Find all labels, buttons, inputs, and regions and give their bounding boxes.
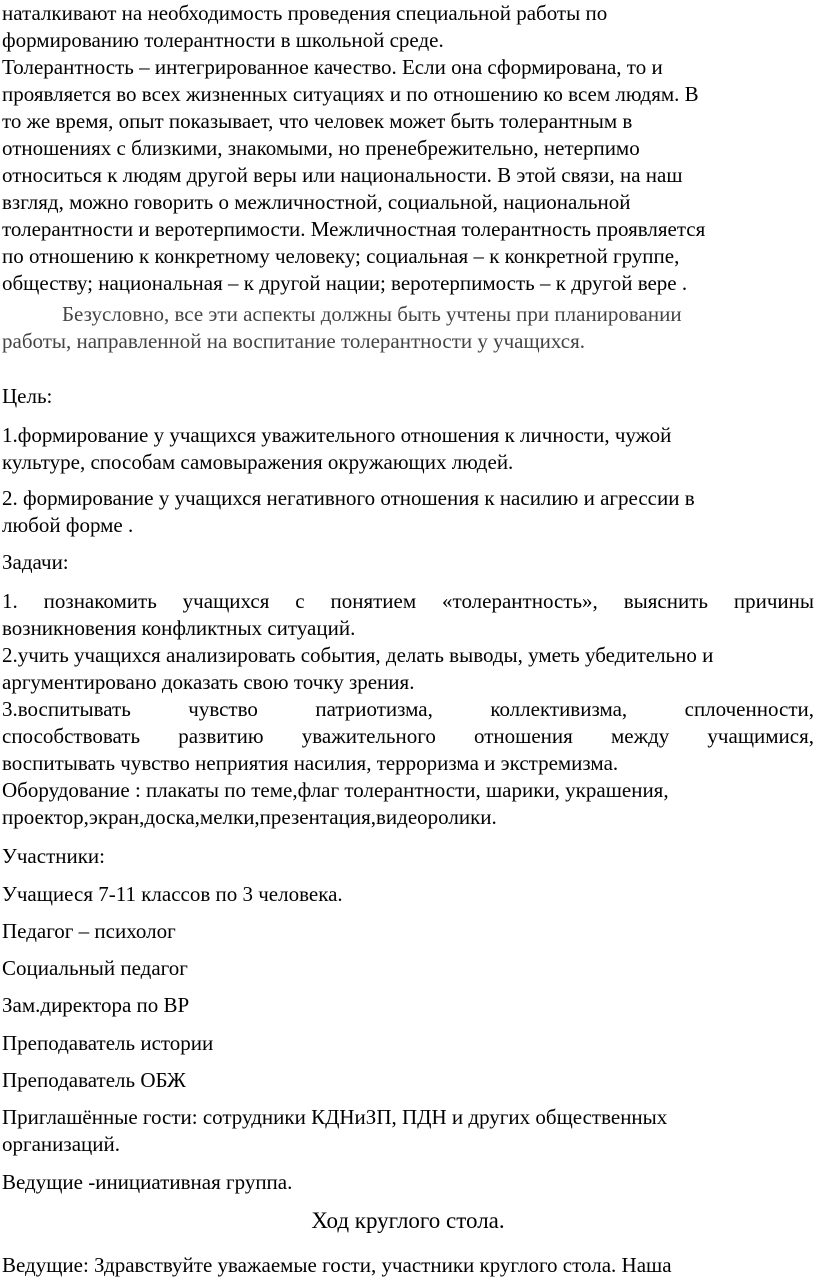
text-line: 1. познакомить учащихся с понятием «толерантность», выяснить причины bbox=[2, 589, 814, 613]
tasks-label: Задачи: bbox=[2, 550, 69, 574]
text-line: 2. формирование у учащихся негативного отношения к насилию и агрессии в bbox=[2, 486, 695, 510]
text-line: наталкивают на необходимость проведения специальной работы по bbox=[2, 1, 608, 25]
participant-item: Преподаватель ОБЖ bbox=[2, 1068, 186, 1092]
text-line: способствовать развитию уважительного отношения между учащимися, bbox=[2, 724, 814, 748]
task-item-2 bbox=[2, 642, 814, 696]
participant-item: Преподаватель истории bbox=[2, 1031, 214, 1055]
text-line: проявляется во всех жизненных ситуациях и по отношению ко всем людям. В bbox=[2, 82, 699, 106]
text-line: обществу; национальная – к другой нации; веротерпимость – к другой вере . bbox=[2, 271, 688, 295]
section-heading: Ход круглого стола. bbox=[311, 1208, 505, 1233]
text-line: воспитывать чувство неприятия насилия, терроризма и экстремизма. bbox=[2, 751, 619, 775]
tolerance-paragraph bbox=[2, 54, 814, 297]
guests-paragraph bbox=[2, 1104, 814, 1158]
participant-item: Социальный педагог bbox=[2, 956, 188, 980]
text-line: аргументировано доказать свою точку зрения. bbox=[2, 670, 415, 694]
text-line: организаций. bbox=[2, 1132, 120, 1156]
text-line: любой форме . bbox=[2, 513, 134, 537]
aspects-paragraph bbox=[2, 301, 814, 355]
task-item-1 bbox=[2, 588, 814, 642]
participants-label: Участники: bbox=[2, 844, 106, 868]
text-line: 2.учить учащихся анализировать события, делать выводы, уметь убедительно и bbox=[2, 643, 714, 667]
text-line: Оборудование : плакаты по теме,флаг толерантности, шарики, украшения, bbox=[2, 778, 669, 802]
hosts-speech: Ведущие: Здравствуйте уважаемые гости, участники круглого стола. Наша bbox=[2, 1253, 672, 1277]
text-line: Безусловно, все эти аспекты должны быть учтены при планировании bbox=[62, 302, 682, 326]
equipment-paragraph bbox=[2, 777, 814, 831]
text-line: то же время, опыт показывает, что человек может быть толерантным в bbox=[2, 109, 633, 133]
goal-item-1 bbox=[2, 422, 814, 476]
goal-label: Цель: bbox=[2, 384, 53, 408]
text-line: толерантности и веротерпимости. Межличностная толерантность проявляется bbox=[2, 217, 706, 241]
goal-item-2 bbox=[2, 485, 814, 539]
text-line: 1.формирование у учащихся уважительного отношения к личности, чужой bbox=[2, 423, 672, 447]
text-line: культуре, способам самовыражения окружающих людей. bbox=[2, 450, 514, 474]
text-line: Толерантность – интегрированное качество. Если она сформирована, то и bbox=[2, 55, 663, 79]
text-line: работы, направленной на воспитание толерантности у учащихся. bbox=[2, 329, 586, 353]
text-line: относиться к людям другой веры или национальности. В этой связи, на наш bbox=[2, 163, 683, 187]
intro-paragraph bbox=[2, 0, 814, 54]
participant-item: Учащиеся 7-11 классов по 3 человека. bbox=[2, 882, 343, 906]
text-line: формированию толерантности в школьной среде. bbox=[2, 28, 444, 52]
hosts-line: Ведущие -инициативная группа. bbox=[2, 1170, 293, 1194]
participant-item: Педагог – психолог bbox=[2, 919, 176, 943]
text-line: по отношению к конкретному человеку; социальная – к конкретной группе, bbox=[2, 244, 680, 268]
text-line: возникновения конфликтных ситуаций. bbox=[2, 616, 356, 640]
text-line: 3.воспитывать чувство патриотизма, коллективизма, сплоченности, bbox=[2, 697, 814, 721]
task-item-3 bbox=[2, 696, 814, 777]
text-line: проектор,экран,доска,мелки,презентация,видеоролики. bbox=[2, 805, 497, 829]
text-line: отношениях с близкими, знакомыми, но пренебрежительно, нетерпимо bbox=[2, 136, 640, 160]
text-line: Приглашённые гости: сотрудники КДНиЗП, ПДН и других общественных bbox=[2, 1105, 668, 1129]
participant-item: Зам.директора по ВР bbox=[2, 993, 190, 1017]
text-line: взгляд, можно говорить о межличностной, социальной, национальной bbox=[2, 190, 631, 214]
